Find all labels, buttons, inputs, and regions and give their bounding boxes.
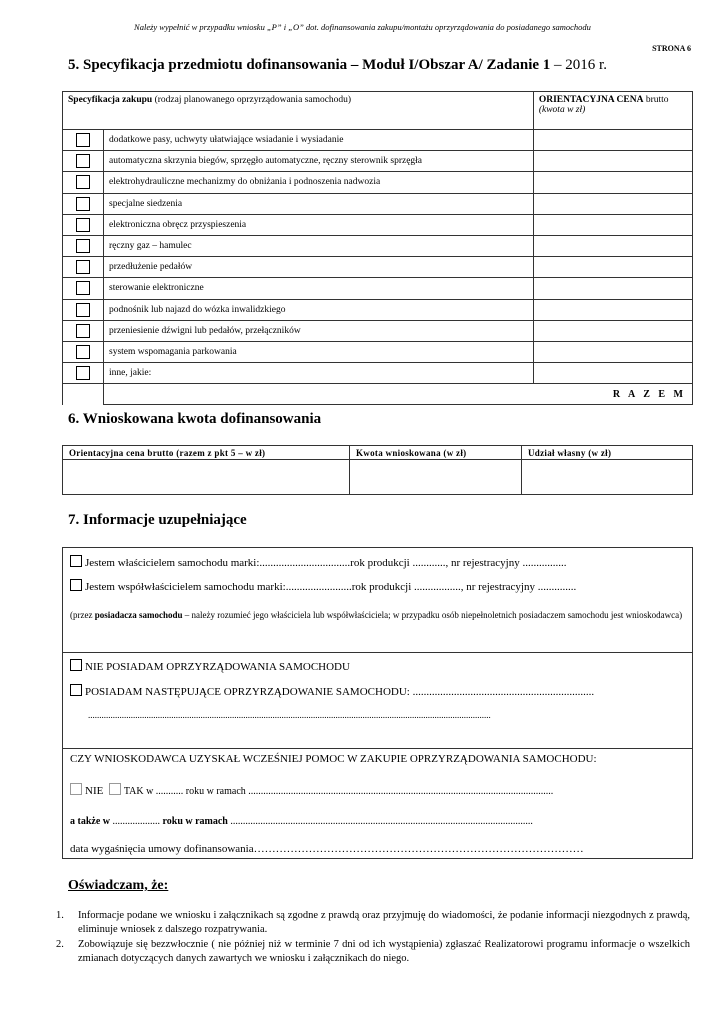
spec-price-field[interactable] <box>533 172 692 193</box>
declaration-text: Informacje podane we wniosku i załącznikach są zgodne z prawdą oraz przyjmuję do wiadomości, że podanie informacji niezgodnych z prawdą, eliminuje wniosek z dalszego rozpatrywania. <box>78 910 690 935</box>
also-bold-1: a także w <box>70 816 113 827</box>
spec-row <box>63 299 693 320</box>
spec-item-label: specjalne siedzenia <box>104 193 534 214</box>
spec-checkbox-cell <box>63 257 104 278</box>
spec-price-field[interactable] <box>533 341 692 362</box>
spec-item-label: przedłużenie pedałów <box>104 257 534 278</box>
spec-item-label: system wspomagania parkowania <box>104 341 534 362</box>
spec-item-label: elektroniczna obręcz przyspieszenia <box>104 214 534 235</box>
has-equipment-text: POSIADAM NASTĘPUJĄCE OPRZYRZĄDOWANIE SAMOCHODU: .................................................................. <box>85 686 595 698</box>
section7-title: 7. Informacje uzupełniające <box>68 512 247 528</box>
price-header-sub: (kwota w zł) <box>538 105 586 115</box>
spec-item-label: dodatkowe pasy, uchwyty ułatwiające wsiadanie i wysiadanie <box>104 130 534 151</box>
spec-checkbox[interactable] <box>76 154 90 168</box>
price-header-rest: brutto <box>643 95 669 105</box>
spec-checkbox-cell <box>63 363 104 384</box>
spec-price-field[interactable] <box>533 193 692 214</box>
spec-price-field[interactable] <box>533 278 692 299</box>
spec-item-label: podnośnik lub najazd do wózka inwalidzkiego <box>104 299 534 320</box>
spec-checkbox[interactable] <box>76 366 90 380</box>
no-equipment-text: NIE POSIADAM OPRZYRZĄDOWANIA SAMOCHODU <box>85 661 350 673</box>
spec-checkbox-cell <box>63 299 104 320</box>
spec-row <box>63 278 693 299</box>
spec-price-field[interactable] <box>533 130 692 151</box>
spec-row <box>63 172 693 193</box>
owner-text: Jestem właścicielem samochodu marki:.................................rok produkcji ............, nr rejestracyjny ................ <box>85 557 567 569</box>
spec-checkbox-cell <box>63 235 104 256</box>
declaration-item <box>56 938 690 965</box>
spec-price-field[interactable] <box>533 363 692 384</box>
spec-price-field[interactable] <box>533 257 692 278</box>
spec-checkbox[interactable] <box>76 197 90 211</box>
nie-checkbox[interactable] <box>70 783 82 795</box>
spec-price-field[interactable] <box>533 235 692 256</box>
requested-amount-header: Kwota wnioskowana (w zł) <box>350 446 522 460</box>
section5-year: – 2016 r. <box>550 57 607 73</box>
owner-note-rest: – należy rozumieć jego właściciela lub współwłaściciela; w przypadku osób niepełnoletnich posiadaczem samochodu jest wnioskodawca) <box>182 610 683 620</box>
spec-checkbox[interactable] <box>76 303 90 317</box>
spec-price-field[interactable] <box>533 320 692 341</box>
spec-checkbox-cell <box>63 278 104 299</box>
has-equipment-line <box>70 684 594 698</box>
declaration-item <box>56 909 690 936</box>
owner-note-bold: posiadacza samochodu <box>94 610 183 620</box>
spec-checkbox[interactable] <box>76 175 90 189</box>
no-equipment-line <box>70 659 350 673</box>
requested-amount-field[interactable] <box>350 460 522 495</box>
spec-item-label: elektrohydrauliczne mechanizmy do obniżania i podnoszenia nadwozia <box>104 172 534 193</box>
spec-item-label: automatyczna skrzynia biegów, sprzęgło automatyczne, ręczny sterownik sprzęgła <box>104 151 534 172</box>
spec-price-field[interactable] <box>533 151 692 172</box>
spec-item-label: ręczny gaz – hamulec <box>104 235 534 256</box>
spec-row <box>63 130 693 151</box>
spec-item-label: przeniesienie dźwigni lub pedałów, przełączników <box>104 320 534 341</box>
spec-row <box>63 151 693 172</box>
page-number: STRONA 6 <box>652 44 691 53</box>
tak-checkbox[interactable] <box>109 783 121 795</box>
spec-item-label: sterowanie elektroniczne <box>104 278 534 299</box>
spec-price-field[interactable] <box>533 299 692 320</box>
section6-title: 6. Wnioskowana kwota dofinansowania <box>68 411 322 427</box>
spec-checkbox[interactable] <box>76 260 90 274</box>
price-header-cell <box>533 92 692 130</box>
ownership-box <box>62 547 693 653</box>
spec-price-field[interactable] <box>533 214 692 235</box>
section5-title-text: 5. Specyfikacja przedmiotu dofinansowania – Moduł I/Obszar A/ Zadanie 1 <box>68 57 551 73</box>
specification-table <box>62 91 693 405</box>
spec-checkbox[interactable] <box>76 239 90 253</box>
spec-checkbox[interactable] <box>76 218 90 232</box>
expiry-line: data wygaśnięcia umowy dofinansowania……………………………………………………………………………… <box>70 843 584 855</box>
spec-header-bold: Specyfikacja zakupu <box>68 95 153 105</box>
amount-table <box>62 445 693 495</box>
declaration-list <box>56 909 690 967</box>
spec-row <box>63 363 693 384</box>
owner-checkbox[interactable] <box>70 555 82 567</box>
also-rest: ......................................................................................................................... <box>227 816 533 827</box>
spec-checkbox-cell <box>63 193 104 214</box>
spec-row <box>63 320 693 341</box>
spec-checkbox[interactable] <box>76 324 90 338</box>
owner-note <box>70 609 685 622</box>
spec-checkbox[interactable] <box>76 345 90 359</box>
has-equipment-checkbox[interactable] <box>70 684 82 696</box>
spec-checkbox[interactable] <box>76 133 90 147</box>
spec-checkbox-cell <box>63 151 104 172</box>
spec-checkbox-cell <box>63 320 104 341</box>
empty-cell <box>63 384 104 405</box>
razem-label: R A Z E M <box>104 384 693 405</box>
also-mid: ................... <box>112 816 163 827</box>
spec-row <box>63 193 693 214</box>
spec-checkbox-cell <box>63 214 104 235</box>
spec-checkbox-cell <box>63 130 104 151</box>
section5-title <box>68 57 607 74</box>
prior-help-box <box>62 748 693 859</box>
gross-price-header: Orientacyjna cena brutto (razem z pkt 5 – w zł) <box>63 446 350 460</box>
own-contribution-header: Udział własny (w zł) <box>522 446 693 460</box>
spec-header-rest: (rodzaj planowanego oprzyrządowania samochodu) <box>152 95 352 105</box>
declaration-number: 1. <box>56 910 64 921</box>
coowner-checkbox[interactable] <box>70 579 82 591</box>
spec-item-label: inne, jakie: <box>104 363 534 384</box>
nie-label: NIE <box>85 785 104 797</box>
spec-row <box>63 214 693 235</box>
price-header-bold: ORIENTACYJNA CENA <box>538 95 644 105</box>
gross-price-field[interactable] <box>63 460 350 495</box>
spec-row <box>63 341 693 362</box>
spec-checkbox-cell <box>63 172 104 193</box>
spec-header-cell <box>63 92 534 130</box>
header-note: Należy wypełnić w przypadku wniosku „P” i „O” dot. dofinansowania zakupu/montażu oprzyrządowania do posiadanego samochodu <box>134 22 591 32</box>
own-contribution-field[interactable] <box>522 460 693 495</box>
declaration-text: Zobowiązuje się bezzwłocznie ( nie później niż w terminie 7 dni od ich wystąpienia) zgłaszać Realizatorowi programu informacje o wszelkich zmianach dotyczących danych zawartych we wniosku i załącznikach do niego. <box>78 939 690 964</box>
coowner-text: Jestem współwłaścicielem samochodu marki:........................rok produkcji ................., nr rejestracyjny .............. <box>85 581 577 593</box>
declaration-number: 2. <box>56 939 64 950</box>
tak-line: TAK w ........... roku w ramach .......................................................................................................................... <box>123 786 554 797</box>
owner-line <box>70 555 566 569</box>
spec-row <box>63 257 693 278</box>
declaration-title: Oświadczam, że: <box>68 878 169 893</box>
no-equipment-checkbox[interactable] <box>70 659 82 671</box>
owner-note-pre: (przez <box>70 610 95 620</box>
prior-help-answer-line <box>70 783 553 797</box>
equipment-dots-line[interactable]: ................................................................................................................................................................................... <box>88 710 491 720</box>
spec-checkbox-cell <box>63 341 104 362</box>
coowner-line <box>70 579 576 593</box>
also-line <box>70 816 533 827</box>
prior-help-question: CZY WNIOSKODAWCA UZYSKAŁ WCZEŚNIEJ POMOC W ZAKUPIE OPRZYRZĄDOWANIA SAMOCHODU: <box>70 753 597 765</box>
spec-row <box>63 235 693 256</box>
also-bold-2: roku w ramach <box>162 816 228 827</box>
equipment-box <box>62 651 693 749</box>
spec-checkbox[interactable] <box>76 281 90 295</box>
